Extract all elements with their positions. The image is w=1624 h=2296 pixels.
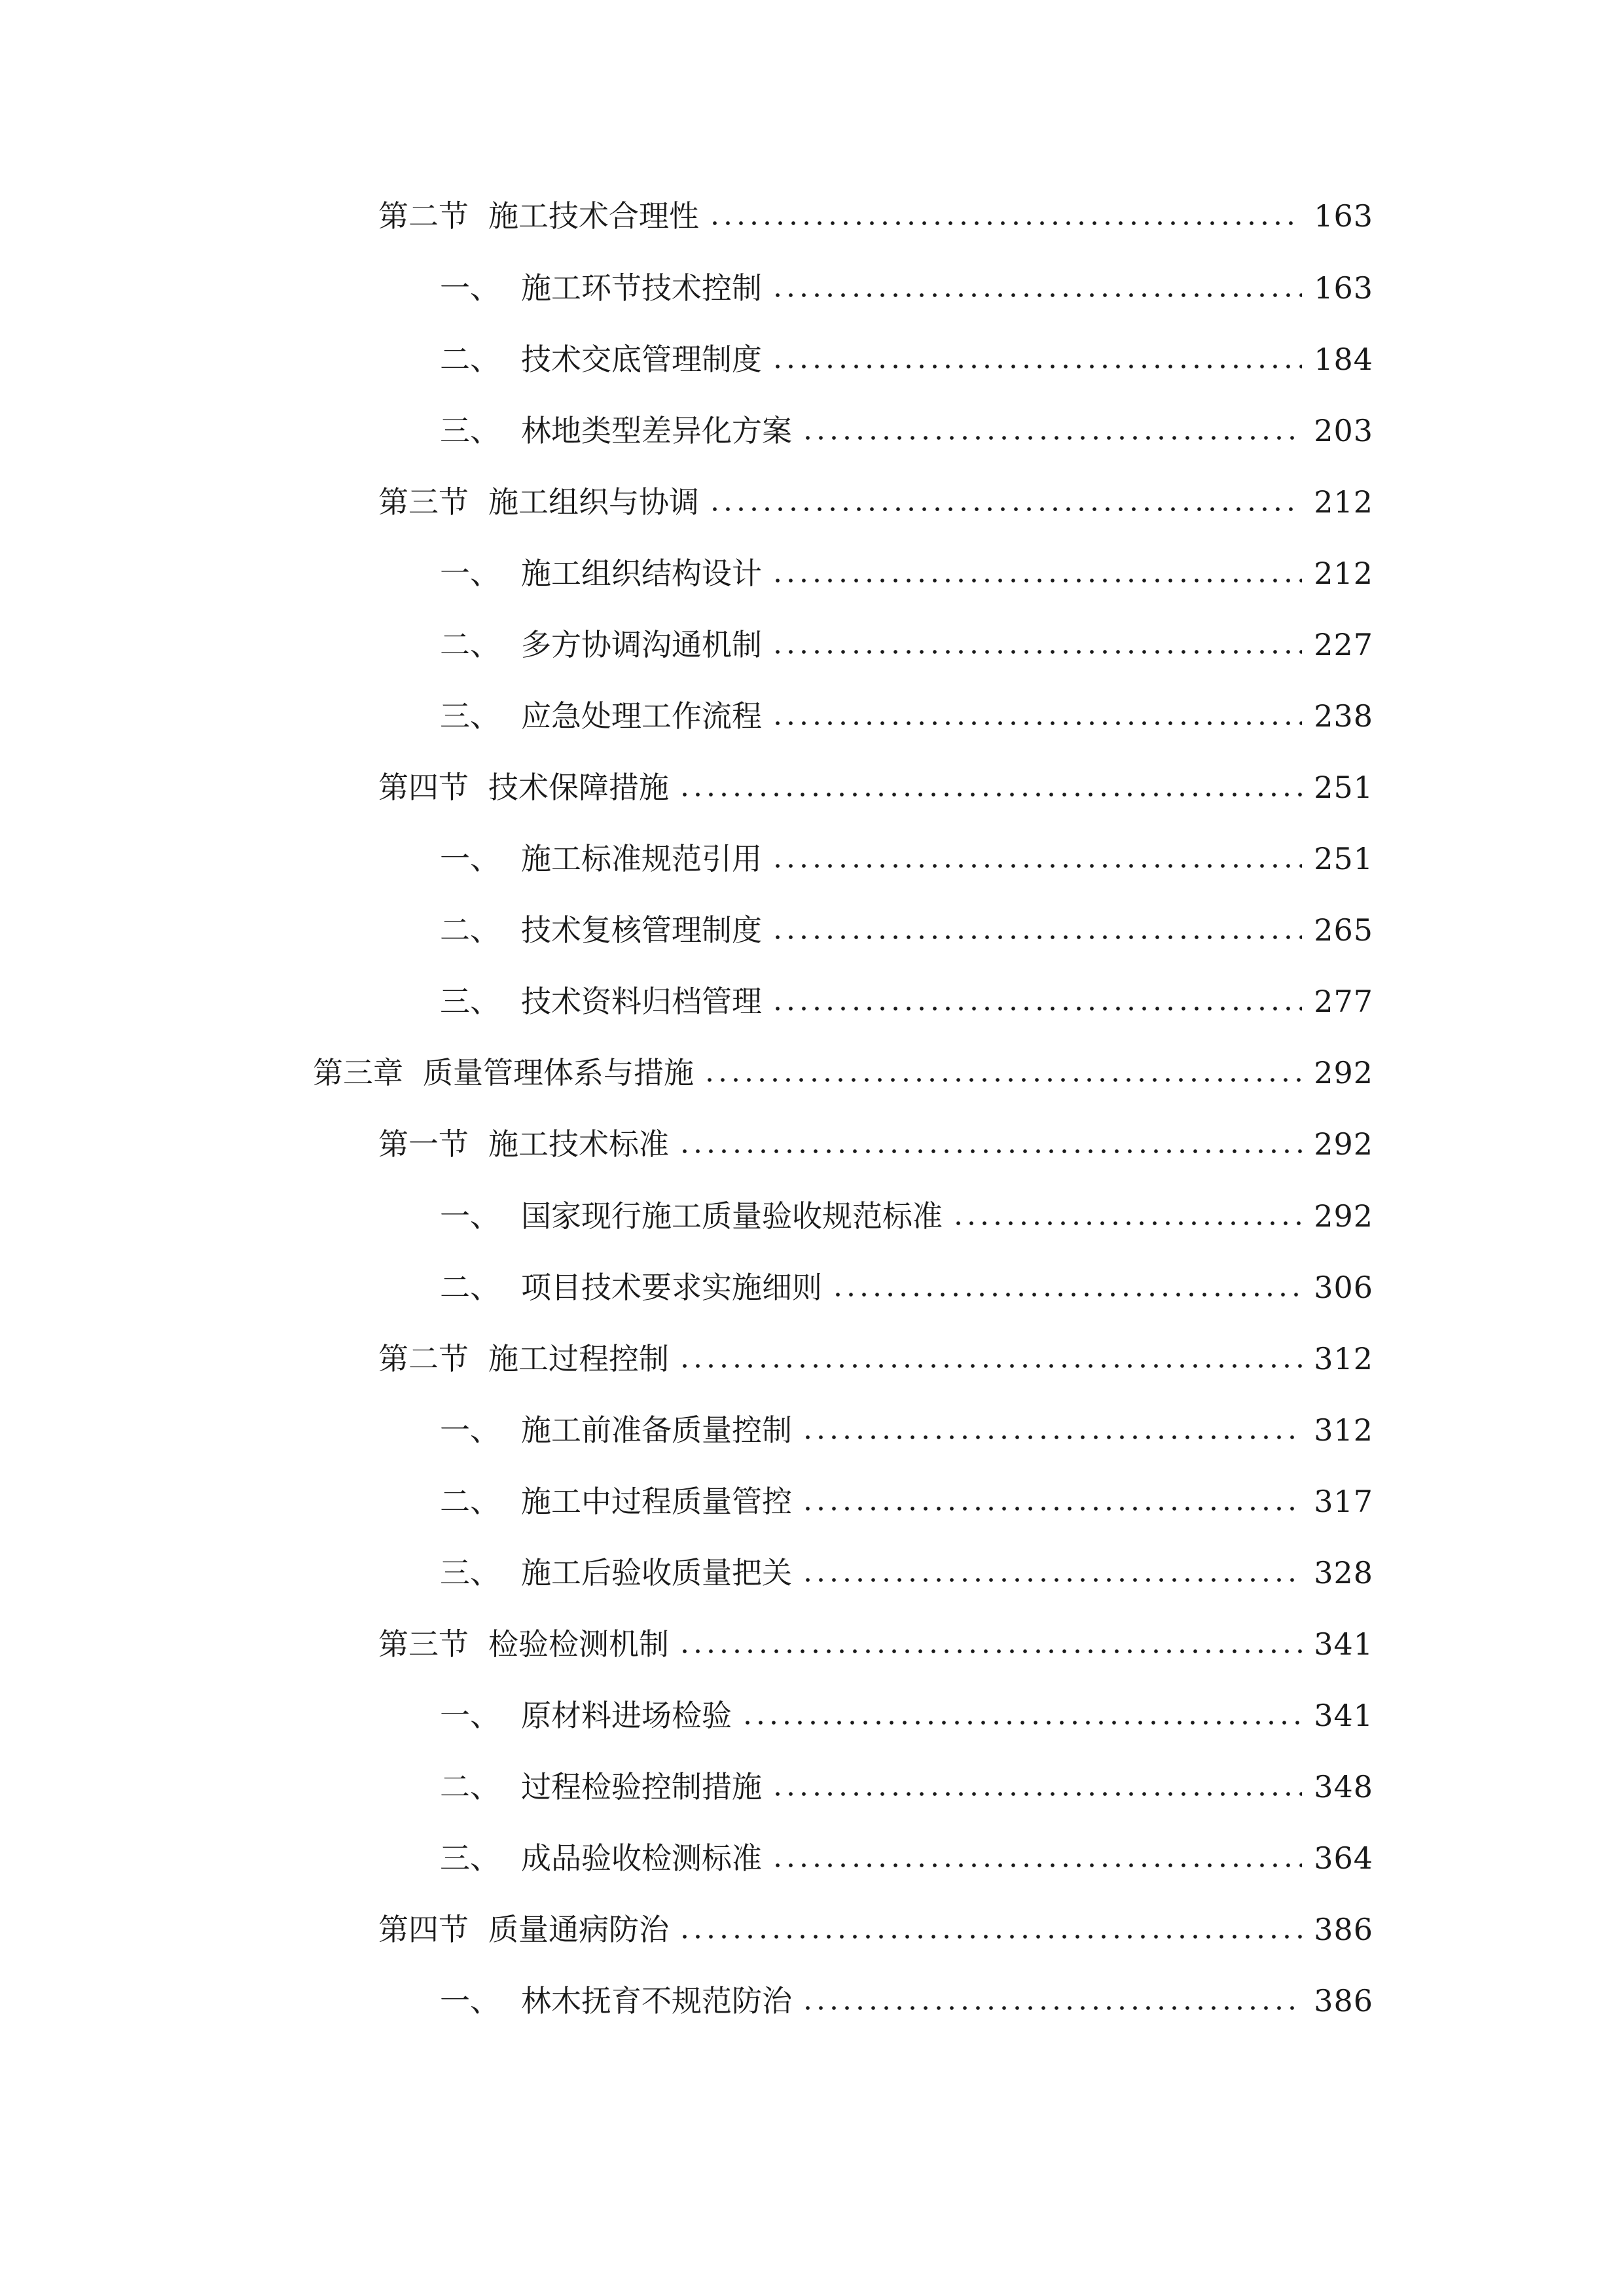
dot-leader xyxy=(831,1293,1302,1297)
entry-title: 施工中过程质量管控 xyxy=(521,1484,792,1519)
entry-page-number: 386 xyxy=(1314,1983,1373,2018)
entry-page-number: 317 xyxy=(1314,1484,1373,1519)
entry-page-number: 227 xyxy=(1314,627,1373,662)
dot-leader xyxy=(678,793,1302,797)
entry-number: 二、 xyxy=(440,1484,500,1519)
toc-entry[interactable] xyxy=(378,761,1373,814)
entry-number: 三、 xyxy=(440,1840,500,1876)
toc-entry[interactable] xyxy=(440,1475,1373,1528)
entry-number: 二、 xyxy=(440,1769,500,1804)
toc-entry[interactable] xyxy=(440,1832,1373,1884)
dot-leader xyxy=(771,579,1302,583)
entry-page-number: 251 xyxy=(1314,841,1373,876)
entry-title: 施工组织结构设计 xyxy=(521,556,762,591)
entry-title: 检验检测机制 xyxy=(488,1626,669,1662)
dot-leader xyxy=(741,1721,1302,1725)
entry-title: 施工组织与协调 xyxy=(488,484,699,520)
entry-page-number: 328 xyxy=(1314,1555,1373,1590)
toc-entry[interactable] xyxy=(440,833,1373,885)
entry-title: 项目技术要求实施细则 xyxy=(521,1270,822,1305)
dot-leader xyxy=(801,2006,1302,2010)
entry-number: 一、 xyxy=(440,556,500,591)
entry-page-number: 238 xyxy=(1314,698,1373,734)
toc-entry[interactable] xyxy=(440,333,1373,386)
dot-leader xyxy=(801,1435,1302,1439)
entry-page-number: 265 xyxy=(1314,912,1373,948)
dot-leader xyxy=(771,1863,1302,1867)
entry-number: 一、 xyxy=(440,841,500,876)
entry-number: 一、 xyxy=(440,1198,500,1234)
dot-leader xyxy=(801,1578,1302,1582)
toc-entry[interactable] xyxy=(440,1547,1373,1599)
entry-number: 第二节 xyxy=(378,1341,469,1376)
entry-title: 成品验收检测标准 xyxy=(521,1840,762,1876)
entry-page-number: 251 xyxy=(1314,770,1373,805)
dot-leader xyxy=(801,1507,1302,1511)
toc-entry[interactable] xyxy=(440,904,1373,956)
toc-entry[interactable] xyxy=(378,190,1373,242)
entry-title: 应急处理工作流程 xyxy=(521,698,762,734)
dot-leader xyxy=(771,293,1302,297)
toc-entry[interactable] xyxy=(378,476,1373,528)
toc-entry[interactable] xyxy=(378,1618,1373,1670)
entry-title: 过程检验控制措施 xyxy=(521,1769,762,1804)
entry-title: 施工后验收质量把关 xyxy=(521,1555,792,1590)
toc-entry[interactable] xyxy=(378,1903,1373,1956)
toc-entry[interactable] xyxy=(440,1190,1373,1242)
toc-entry[interactable] xyxy=(440,1689,1373,1742)
entry-number: 第三章 xyxy=(313,1055,403,1090)
toc-entry[interactable] xyxy=(440,547,1373,600)
entry-number: 第二节 xyxy=(378,198,469,234)
dot-leader xyxy=(771,1792,1302,1796)
entry-number: 一、 xyxy=(440,270,500,306)
entry-title: 林地类型差异化方案 xyxy=(521,413,792,448)
dot-leader xyxy=(801,436,1302,440)
dot-leader xyxy=(708,221,1302,225)
entry-page-number: 292 xyxy=(1314,1126,1373,1162)
entry-number: 三、 xyxy=(440,413,500,448)
dot-leader xyxy=(703,1078,1302,1082)
entry-page-number: 312 xyxy=(1314,1412,1373,1448)
entry-number: 一、 xyxy=(440,1983,500,2018)
entry-number: 一、 xyxy=(440,1698,500,1733)
entry-number: 三、 xyxy=(440,698,500,734)
toc-entry[interactable] xyxy=(440,262,1373,314)
toc-entry[interactable] xyxy=(378,1333,1373,1385)
entry-title: 施工过程控制 xyxy=(488,1341,669,1376)
entry-title: 原材料进场检验 xyxy=(521,1698,732,1733)
dot-leader xyxy=(678,1649,1302,1653)
dot-leader xyxy=(771,1007,1302,1011)
entry-number: 二、 xyxy=(440,912,500,948)
entry-title: 国家现行施工质量验收规范标准 xyxy=(521,1198,943,1234)
entry-title: 施工技术标准 xyxy=(488,1126,669,1162)
entry-page-number: 277 xyxy=(1314,984,1373,1019)
entry-page-number: 341 xyxy=(1314,1698,1373,1733)
dot-leader xyxy=(771,365,1302,368)
dot-leader xyxy=(771,650,1302,654)
dot-leader xyxy=(771,721,1302,725)
toc-entry[interactable] xyxy=(440,619,1373,671)
entry-number: 二、 xyxy=(440,627,500,662)
entry-number: 三、 xyxy=(440,984,500,1019)
dot-leader xyxy=(678,1364,1302,1368)
entry-title: 技术保障措施 xyxy=(488,770,669,805)
entry-page-number: 306 xyxy=(1314,1270,1373,1305)
entry-page-number: 203 xyxy=(1314,413,1373,448)
entry-number: 二、 xyxy=(440,342,500,377)
entry-title: 施工环节技术控制 xyxy=(521,270,762,306)
entry-page-number: 212 xyxy=(1314,556,1373,591)
entry-title: 质量管理体系与措施 xyxy=(423,1055,694,1090)
entry-title: 林木抚育不规范防治 xyxy=(521,1983,792,2018)
toc-entry[interactable] xyxy=(440,404,1373,457)
entry-title: 质量通病防治 xyxy=(488,1912,669,1947)
entry-page-number: 163 xyxy=(1314,270,1373,306)
dot-leader xyxy=(678,1149,1302,1153)
toc-entry[interactable] xyxy=(440,1975,1373,2027)
dot-leader xyxy=(771,864,1302,868)
entry-number: 第三节 xyxy=(378,1626,469,1662)
toc-entry[interactable] xyxy=(440,1261,1373,1314)
toc-entry[interactable] xyxy=(440,975,1373,1028)
entry-page-number: 292 xyxy=(1314,1055,1373,1090)
toc-entry[interactable] xyxy=(313,1047,1373,1099)
entry-title: 施工标准规范引用 xyxy=(521,841,762,876)
entry-page-number: 212 xyxy=(1314,484,1373,520)
dot-leader xyxy=(678,1935,1302,1939)
toc-entry[interactable] xyxy=(440,1761,1373,1813)
entry-page-number: 386 xyxy=(1314,1912,1373,1947)
entry-title: 技术资料归档管理 xyxy=(521,984,762,1019)
dot-leader xyxy=(952,1221,1302,1225)
toc-entry[interactable] xyxy=(440,1404,1373,1456)
dot-leader xyxy=(771,935,1302,939)
entry-number: 二、 xyxy=(440,1270,500,1305)
toc-entry[interactable] xyxy=(440,690,1373,742)
entry-page-number: 364 xyxy=(1314,1840,1373,1876)
entry-page-number: 292 xyxy=(1314,1198,1373,1234)
entry-number: 第三节 xyxy=(378,484,469,520)
entry-number: 三、 xyxy=(440,1555,500,1590)
entry-page-number: 163 xyxy=(1314,198,1373,234)
entry-title: 施工前准备质量控制 xyxy=(521,1412,792,1448)
entry-page-number: 312 xyxy=(1314,1341,1373,1376)
toc-entry[interactable] xyxy=(378,1118,1373,1170)
entry-title: 多方协调沟通机制 xyxy=(521,627,762,662)
entry-page-number: 348 xyxy=(1314,1769,1373,1804)
entry-title: 技术交底管理制度 xyxy=(521,342,762,377)
entry-number: 第四节 xyxy=(378,1912,469,1947)
entry-number: 一、 xyxy=(440,1412,500,1448)
entry-page-number: 341 xyxy=(1314,1626,1373,1662)
dot-leader xyxy=(708,507,1302,511)
entry-number: 第四节 xyxy=(378,770,469,805)
entry-title: 技术复核管理制度 xyxy=(521,912,762,948)
entry-number: 第一节 xyxy=(378,1126,469,1162)
entry-title: 施工技术合理性 xyxy=(488,198,699,234)
entry-page-number: 184 xyxy=(1314,342,1373,377)
